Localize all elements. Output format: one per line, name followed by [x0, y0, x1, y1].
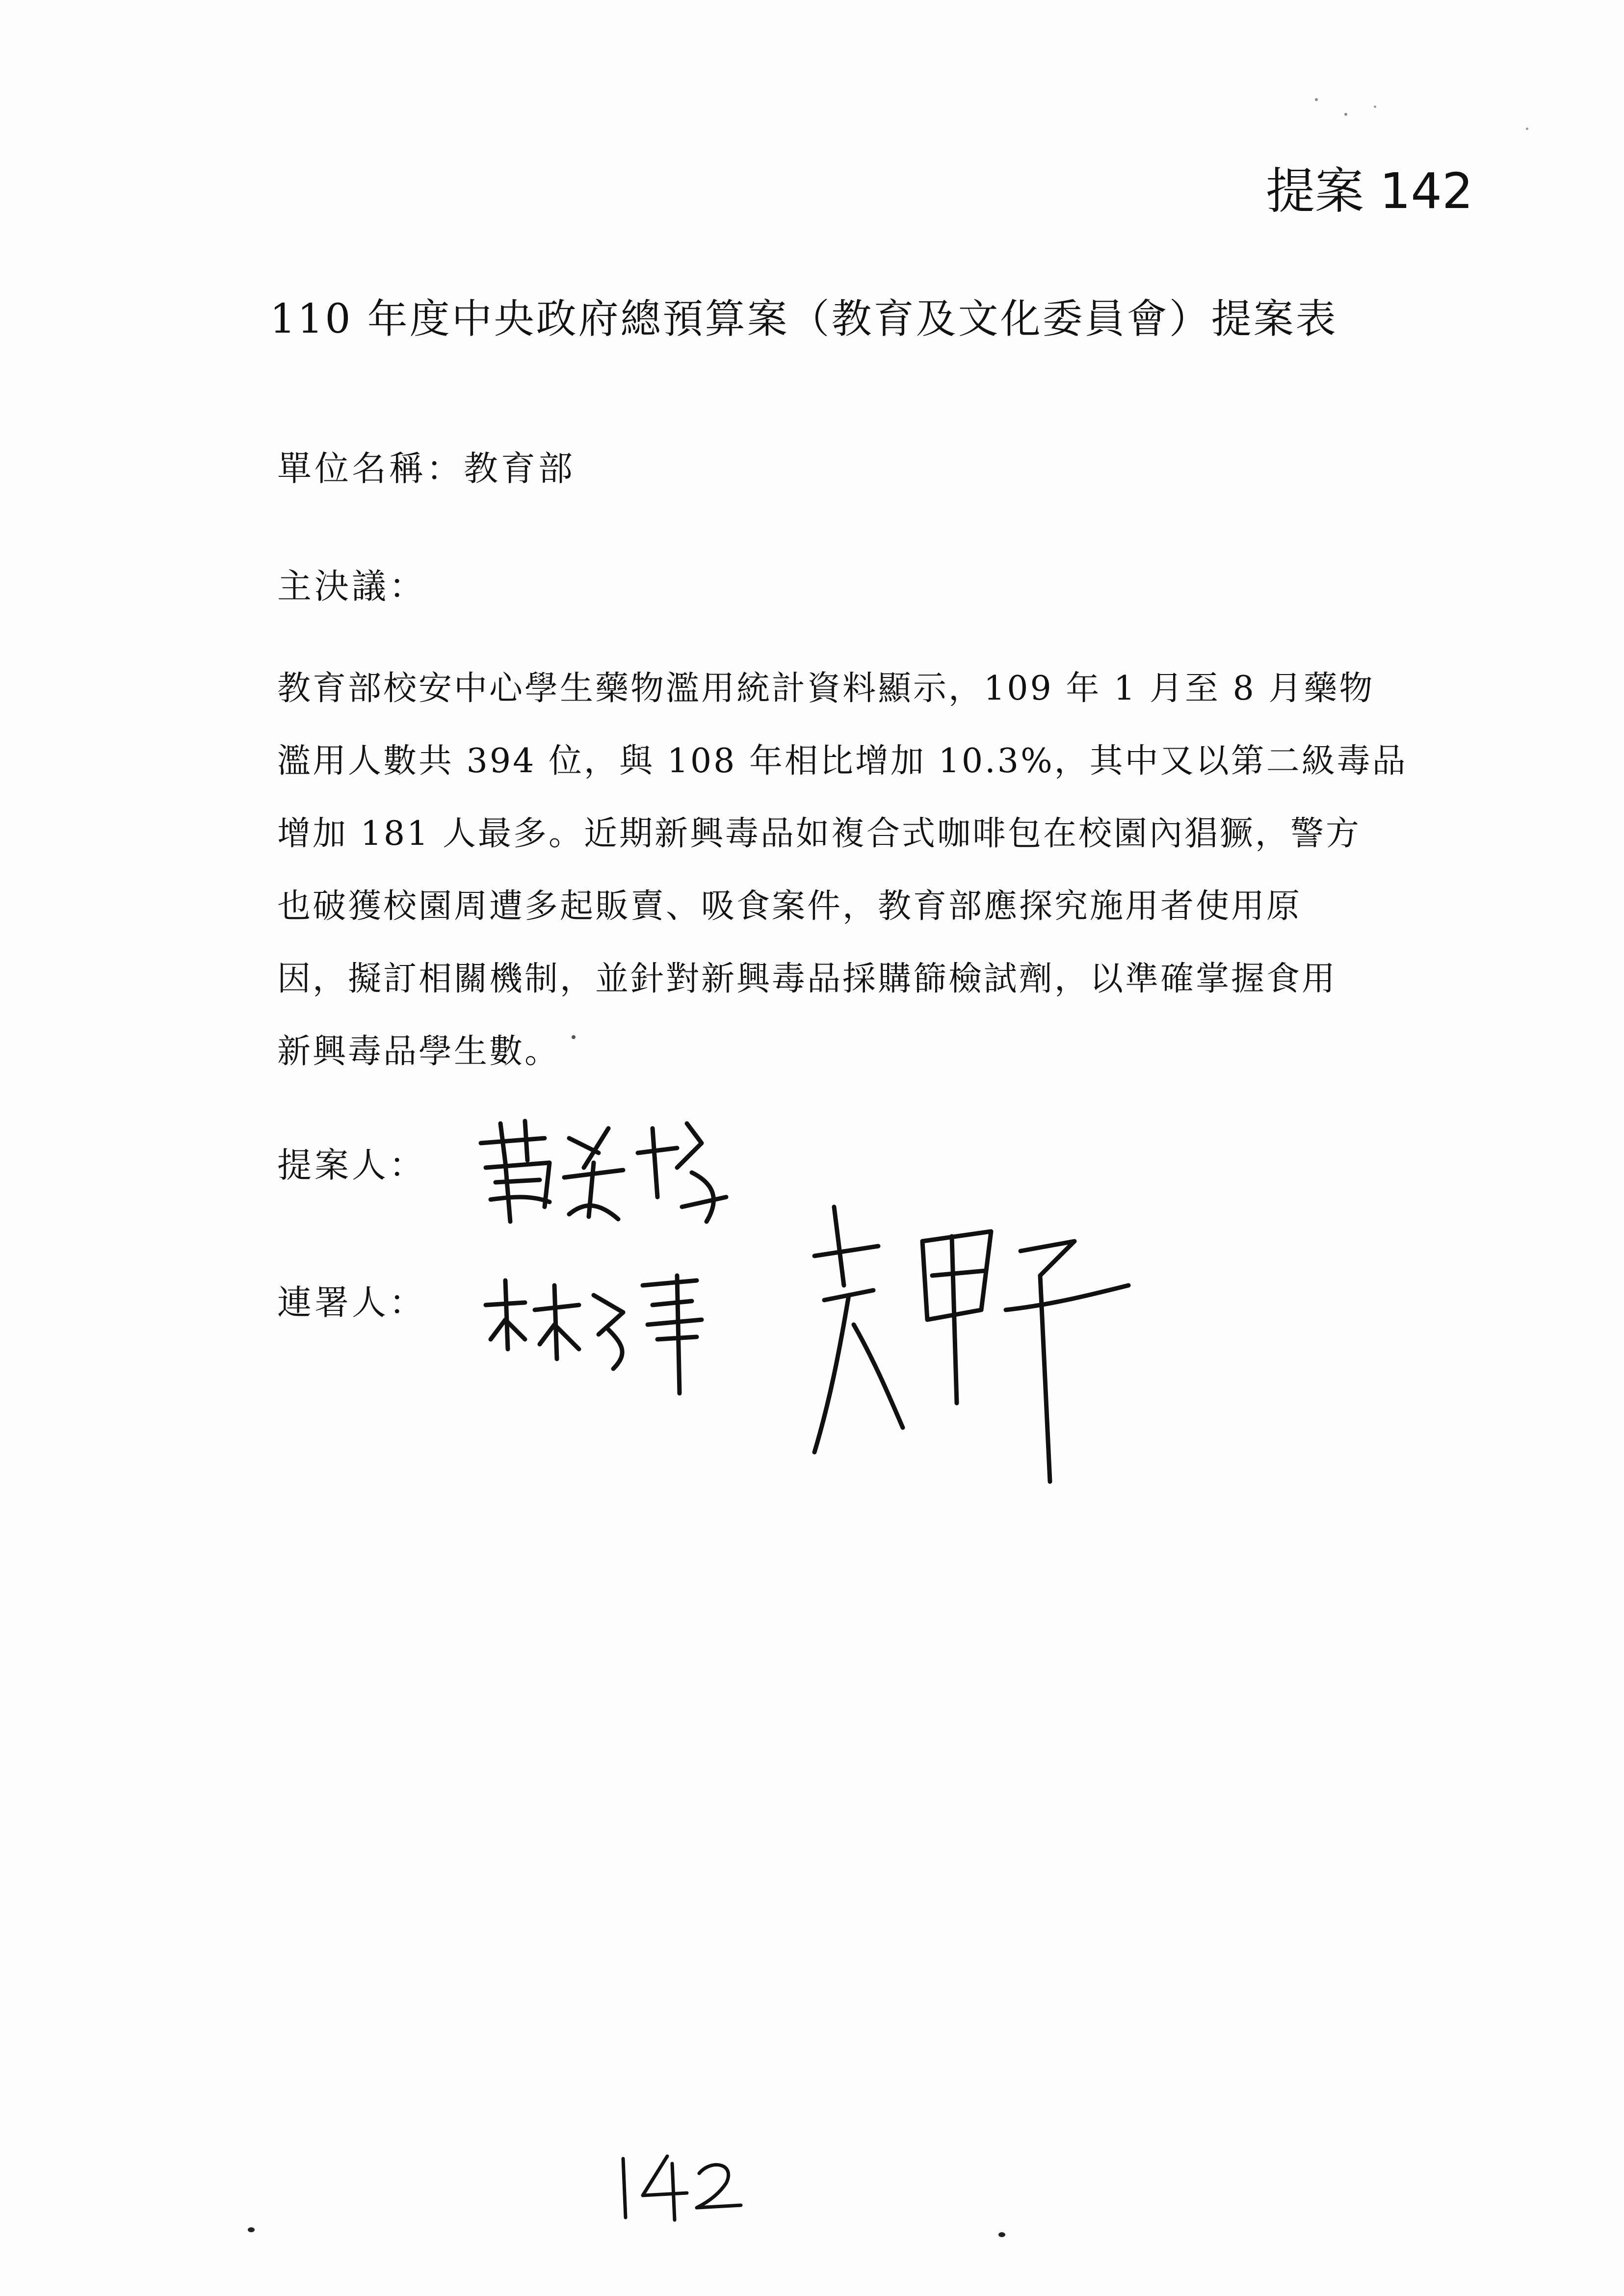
proposer-label: 提案人： — [277, 1145, 426, 1185]
cosigner-signature-1 — [481, 1266, 746, 1403]
scan-speck — [1344, 113, 1347, 116]
body-line: 因，擬訂相關機制，並針對新興毒品採購篩檢試劑，以準確掌握食用 — [277, 960, 1337, 998]
scan-speck — [1526, 128, 1528, 130]
body-line: 新興毒品學生數。 — [277, 1032, 560, 1071]
main-resolution-label: 主決議： — [277, 566, 426, 606]
body-line: 也破獲校園周遭多起販賣、吸食案件，教育部應探究施用者使用原 — [277, 887, 1302, 926]
document-title: 110 年度中央政府總預算案（教育及文化委員會）提案表 — [270, 296, 1338, 342]
scan-speck — [1374, 105, 1376, 108]
body-line: 教育部校安中心學生藥物濫用統計資料顯示，109 年 1 月至 8 月藥物 — [277, 669, 1375, 708]
cosigner-signature-2 — [795, 1197, 1138, 1491]
proposer-signature — [471, 1109, 746, 1236]
body-line: 濫用人數共 394 位，與 108 年相比增加 10.3%，其中又以第二級毒品 — [277, 742, 1408, 781]
scan-speck — [248, 2227, 255, 2232]
scan-speck — [572, 1035, 576, 1039]
resolution-body — [277, 652, 1425, 1088]
cosigner-label: 連署人： — [277, 1282, 426, 1323]
proposal-number: 提案 142 — [1266, 162, 1473, 220]
unit-name-line: 單位名稱：教育部 — [277, 448, 576, 489]
scan-speck — [998, 2232, 1005, 2237]
scan-speck — [1315, 98, 1318, 101]
body-line: 增加 181 人最多。近期新興毒品如複合式咖啡包在校園內猖獗，警方 — [277, 814, 1362, 853]
handwritten-page-number — [613, 2149, 746, 2224]
